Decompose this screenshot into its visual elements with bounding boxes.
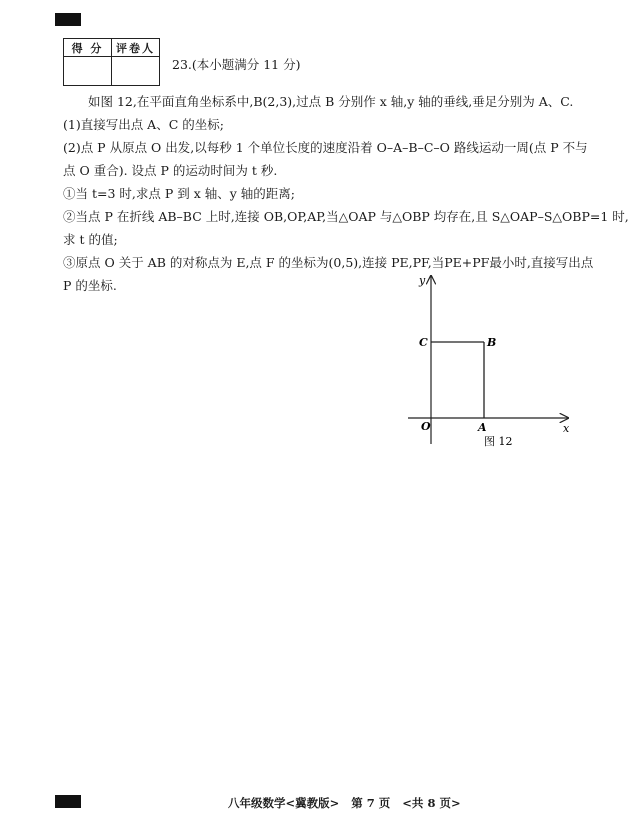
- point-a-label: A: [478, 421, 487, 434]
- point-b-label: B: [487, 336, 497, 349]
- point-c-label: C: [419, 336, 428, 349]
- coordinate-diagram: [398, 266, 578, 456]
- sub-question-3-line-2: P 的坐标.: [63, 278, 117, 293]
- question-header: 23.(本小题满分 11 分): [172, 57, 301, 72]
- sub-question-1: ①当 t=3 时,求点 P 到 x 轴、y 轴的距离;: [63, 186, 295, 201]
- page-footer: 八年级数学<冀教版> 第 7 页 <共 8 页>: [228, 796, 461, 810]
- sub-question-2-line-2: 求 t 的值;: [63, 232, 118, 247]
- score-label: 得 分: [64, 39, 112, 57]
- x-axis-label: x: [563, 422, 570, 435]
- figure-12: [398, 266, 578, 460]
- y-axis-label: y: [419, 274, 426, 287]
- corner-mark-top: [55, 13, 81, 26]
- score-cell: [64, 57, 112, 86]
- grader-label: 评卷人: [112, 39, 160, 57]
- part-2-line-1: (2)点 P 从原点 O 出发,以每秒 1 个单位长度的速度沿着 O–A–B–C–O 路线运动一周(点 P 不与: [63, 140, 588, 155]
- origin-label: O: [421, 420, 431, 433]
- part-2-line-2: 点 O 重合). 设点 P 的运动时间为 t 秒.: [63, 163, 278, 178]
- score-table: [63, 38, 160, 86]
- figure-caption: 图 12: [484, 435, 513, 448]
- grader-cell: [112, 57, 160, 86]
- corner-mark-bottom: [55, 795, 81, 808]
- sub-question-3-line-1: ③原点 O 关于 AB 的对称点为 E,点 F 的坐标为(0,5),连接 PE,PF,当PE+PF最小时,直接写出点: [63, 255, 594, 270]
- part-1: (1)直接写出点 A、C 的坐标;: [63, 117, 224, 132]
- problem-intro: 如图 12,在平面直角坐标系中,B(2,3),过点 B 分别作 x 轴,y 轴的垂线,垂足分别为 A、C.: [88, 94, 574, 109]
- sub-question-2-line-1: ②当点 P 在折线 AB–BC 上时,连接 OB,OP,AP,当△OAP 与△OBP 均存在,且 S△OAP–S△OBP=1 时,: [63, 209, 629, 224]
